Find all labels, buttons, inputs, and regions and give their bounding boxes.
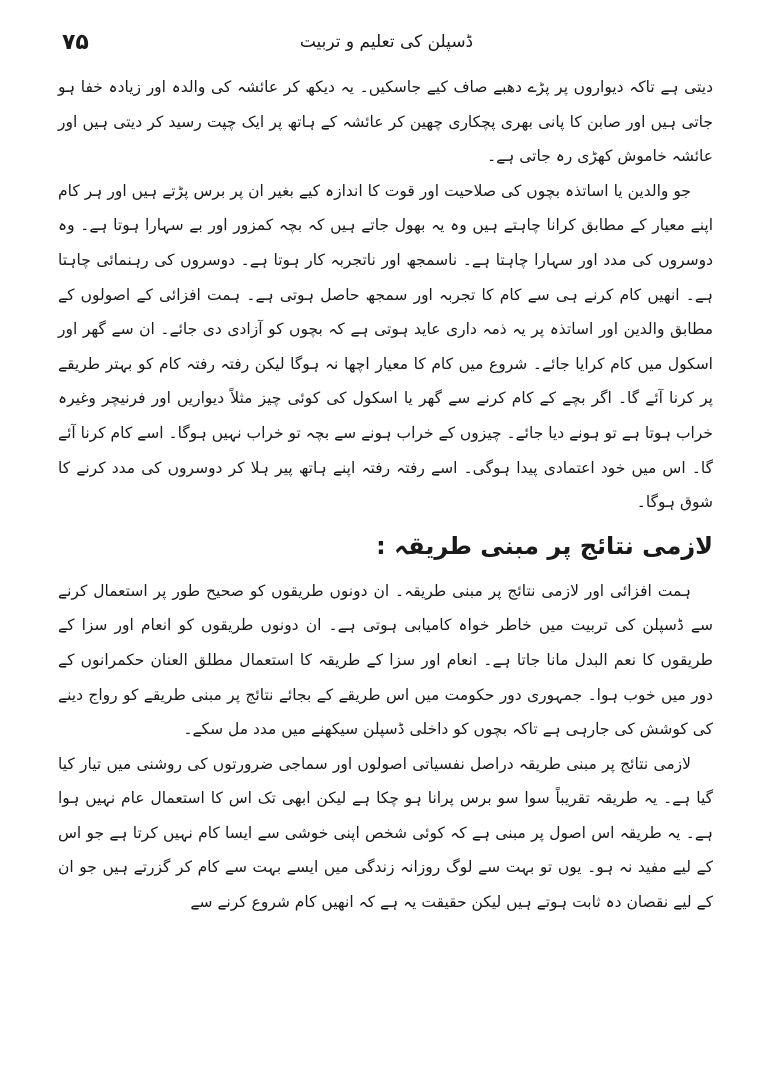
page-body xyxy=(58,70,713,920)
paragraph: ہمت افزائی اور لازمی نتائج پر مبنی طریقہ۔ ان دونوں طریقوں کو صحیح طور پر استعمال کرنے سے ڈسپلن کی تربیت میں خاطر خواہ کامیابی ہوتی ہے۔ ان دونوں طریقوں کو انعام اور سزا کے طریقوں کا نعم البدل مانا جاتا ہے۔ انعام اور سزا کے طریقہ کا استعمال مطلق العنان حکمرانوں کے دور میں خوب ہوا۔ جمہوری دور حکومت میں اس طریقے کے بجائے نتائج پر مبنی طریقے کو رواج دینے کی کوشش کی جارہی ہے تاکہ بچوں کو داخلی ڈسپلن سیکھنے میں مدد مل سکے۔ xyxy=(58,581,713,739)
paragraph: جو والدین یا اساتذہ بچوں کی صلاحیت اور قوت کا اندازہ کیے بغیر ان پر برس پڑتے ہیں اور ہر کام اپنے معیار کے مطابق کرانا چاہتے ہیں وہ یہ بھول جاتے ہیں کہ بچہ کمزور اور بے سہارا ہوتا ہے۔ وہ دوسروں کی مدد اور سہارا چاہتا ہے۔ ناسمجھ اور ناتجربہ کار ہوتا ہے۔ دوسروں کی رہنمائی چاہتا ہے۔ انھیں کام کرنے ہی سے کام کا تجربہ اور سمجھ حاصل ہوتی ہے۔ ہمت افزائی کے اصولوں کے مطابق والدین اور اساتذہ پر یہ ذمہ داری عاید ہوتی ہے کہ بچوں کو آزادی دی جائے۔ ان سے گھر اور اسکول میں کام کرایا جائے۔ شروع میں کام کا معیار اچھا نہ ہوگا لیکن رفتہ رفتہ کام کو بہتر طریقے پر کرنا آئے گا۔ اگر بچے کے کام کرنے سے گھر یا اسکول کی کوئی چیز مثلاً دیواریں اور فرنیچر وغیرہ خراب ہوتا ہے تو ہونے دیا جائے۔ چیزوں کے خراب ہونے سے بچہ تو خراب نہیں ہوگا۔ اسے کام کرنا آئے گا۔ اس میں خود اعتمادی پیدا ہوگی۔ اسے رفتہ رفتہ اپنے ہاتھ پیر ہلا کر دوسروں کی مدد کرنے کا شوق ہوگا۔ xyxy=(58,181,713,512)
paragraph: دیتی ہے تاکہ دیواروں پر پڑے دھبے صاف کیے جاسکیں۔ یہ دیکھ کر عائشہ کی والدہ اور زیادہ خفا ہو جاتی ہیں اور صابن کا پانی بھری پچکاری چھین کر عائشہ کے ہاتھ پر ایک چپت رسید کر دیتی ہیں اور عائشہ خاموش کھڑی رہ جاتی ہے۔ xyxy=(58,78,713,166)
section-heading: لازمی نتائج پر مبنی طریقہ : xyxy=(376,531,713,560)
page-header xyxy=(60,30,713,60)
paragraph: لازمی نتائج پر مبنی طریقہ دراصل نفسیاتی اصولوں اور سماجی ضرورتوں کی روشنی میں تیار کیا گیا ہے۔ یہ طریقہ تقریباً سوا سو برس پرانا ہو چکا ہے لیکن ابھی تک اس کا استعمال عام نہیں ہوا ہے۔ یہ طریقہ اس اصول پر مبنی ہے کہ کوئی شخص اپنی خوشی سے ایسا کام نہیں کرتا ہے جو اس کے لیے مفید نہ ہو۔ یوں تو بہت سے لوگ روزانہ زندگی میں ایسے بہت سے کام کر گزرتے ہیں جو ان کے لیے نقصان دہ ثابت ہوتے ہیں لیکن حقیقت یہ ہے کہ انھیں کام شروع کرنے سے xyxy=(58,754,713,912)
running-title: ڈسپلن کی تعلیم و تربیت xyxy=(299,32,474,52)
page-number: ۷۵ xyxy=(62,30,89,55)
